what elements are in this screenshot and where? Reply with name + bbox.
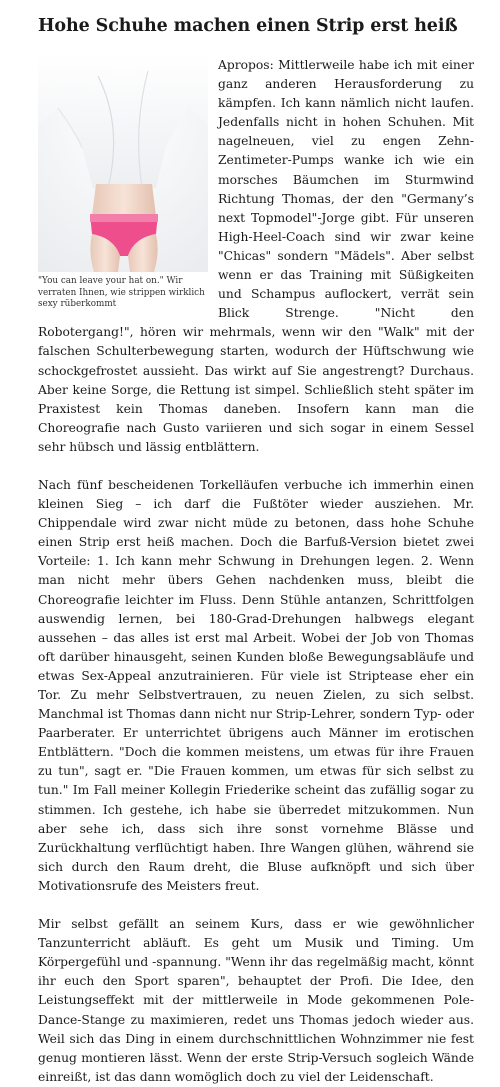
article-title: Hohe Schuhe machen einen Strip erst heiß [38, 16, 458, 36]
image-caption: "You can leave your hat on." Wir verraten Ihnen, wie strippen wirklich sexy rüberkommt [38, 276, 205, 309]
paragraph-1: Apropos: Mittlerweile habe ich mit einer ganz anderen Herausforderung zu kämpfen. Ich kann nämlich nicht laufen. Jedenfalls nicht in hohen Schuhen. Mit nagelneuen, viel zu engen Zehn-Zentimeter-Pumps wanke ich wie ein morsches Bäumchen im Sturmwind Richtung Thomas, der den "Germany’s next Topmodel"-Jorge gibt. Für unseren High-Heel-Coach sind wir zwar keine "Chicas" sondern "Mädels". Aber selbst wenn er das Training mit Süßigkeiten und Schampus auflockert, verrät sein Blick Strenge. "Nicht den Robotergang!", hören wir mehrmals, wenn wir den "Walk" mit der falschen Schulterbewegung starten, wodurch der Hüftschwung wie schockgefrostet aussieht. Das wirkt auf Sie angestrengt? Durchaus. Aber keine Sorge, die Rettung ist simpel. Schließlich steht später im Praxistest kein Thomas daneben. Insofern kann man die Choreografie nach Gusto variieren und sich sogar in einem Sessel sehr hübsch und lässig entblättern. [38, 58, 474, 454]
photo-illustration [38, 56, 208, 272]
paragraph-3: Mir selbst gefällt an seinem Kurs, dass er wie gewöhnlicher Tanzunterricht abläuft. Es geht um Musik und Timing. Um Körpergefühl und -spannung. "Wenn ihr das regelmäßig macht, könnt ihr euch den Sport sparen", behauptet der Profi. Die Idee, den Leistungseffekt mit der mittlerweile in Mode gekommenen Pole-Dance-Stange zu maximieren, redet uns Thomas jedoch wieder aus. Weil sich das Ding in einem durchschnittlichen Wohnzimmer nie fest genug montieren lässt. Wenn der erste Strip-Versuch sogleich Wände einreißt, ist das dann womöglich doch zu viel der Leidenschaft. [38, 917, 474, 1084]
paragraph-2: Nach fünf bescheidenen Torkelläufen verbuche ich immerhin einen kleinen Sieg – ich darf die Fußtöter wieder ausziehen. Mr. Chippendale wird zwar nicht müde zu betonen, dass hohe Schuhe einen Strip erst heiß machen. Doch die Barfuß-Version bietet zwei Vorteile: 1. Ich kann mehr Schwung in Drehungen legen. 2. Wenn man nicht mehr übers Gehen nachdenken muss, bleibt die Choreografie leichter im Fluss. Denn Stühle antanzen, Schrittfolgen auswendig lernen, bei 180-Grad-Drehungen halbwegs elegant aussehen – das alles ist erst mal Arbeit. Wobei der Job von Thomas oft darüber hinausgeht, seinen Kunden bloße Bewegungsabläufe und etwas Sex-Appeal anzutrainieren. Für viele ist Striptease eher ein Tor. Zu mehr Selbstvertrauen, zu neuen Zielen, zu sich selbst. Manchmal ist Thomas dann nicht nur Strip-Lehrer, sondern Typ- oder Paarberater. Er unterrichtet übrigens auch Männer im erotischen Entblättern. "Doch die kommen meistens, um etwas für ihre Frauen zu tun", sagt er. "Die Frauen kommen, um etwas für sich selbst zu tun." Im Fall meiner Kollegin Friederike scheint das zufällig sogar zu stimmen. Ich gestehe, ich habe sie überredet mitzukommen. Nun aber sehe ich, dass sich ihre sonst vornehme Blässe und Zurückhaltung verflüchtigt haben. Ihre Wangen glühen, während sie sich durch den Raum dreht, die Bluse aufknöpft und sich über Motivationsrufe des Meisters freut. [38, 477, 474, 893]
article-photo [38, 56, 208, 272]
article [38, 14, 474, 1087]
article-figure [38, 56, 208, 311]
